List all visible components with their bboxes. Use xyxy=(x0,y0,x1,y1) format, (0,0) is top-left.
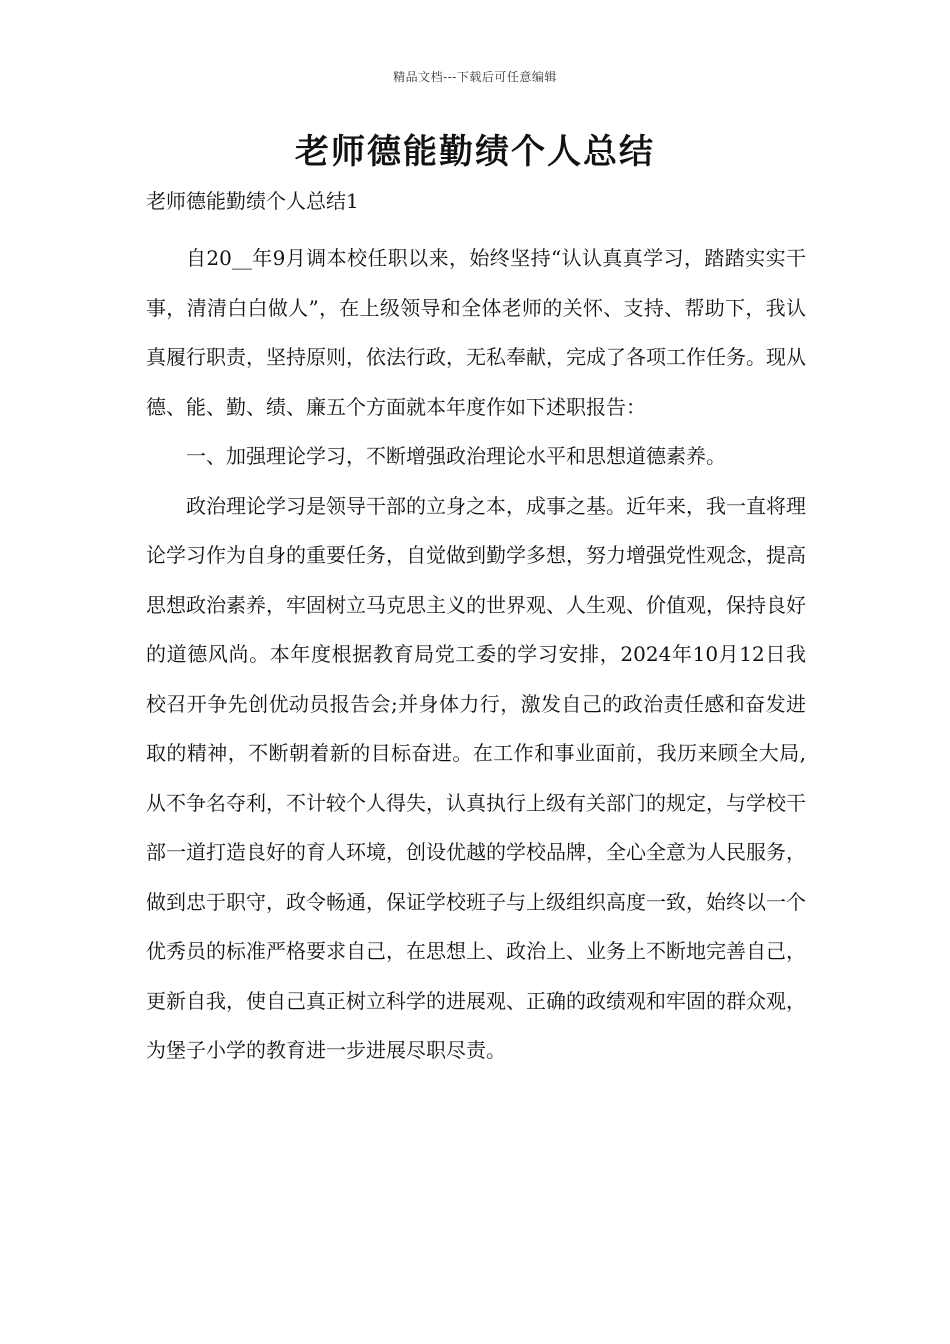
paragraph-heading-1: 一、加强理论学习，不断增强政治理论水平和思想道德素养。 xyxy=(186,444,726,468)
document-body xyxy=(146,234,806,1076)
header-note: 精品文档---下载后可任意编辑 xyxy=(393,70,557,84)
paragraph-intro: 自20__年9月调本校任职以来，始终坚持“认认真真学习，踏踏实实干事，清清白白做人”，在上级领导和全体老师的关怀、支持、帮助下，我认真履行职责，坚持原则，依法行政，无私奉献，完成了各项工作任务。现从德、能、勤、绩、廉五个方面就本年度作如下述职报告： xyxy=(146,246,806,419)
document-title: 老师德能勤绩个人总结 xyxy=(295,132,655,172)
section-title: 老师德能勤绩个人总结1 xyxy=(146,189,359,213)
paragraph-theory-study: 政治理论学习是领导干部的立身之本，成事之基。近年来，我一直将理论学习作为自身的重要任务，自觉做到勤学多想，努力增强党性观念，提高思想政治素养，牢固树立马克思主义的世界观、人生观、价值观，保持良好的道德风尚。本年度根据教育局党工委的学习安排，2024年10月12日我校召开争先创优动员报告会;并身体力行，激发自己的政治责任感和奋发进取的精神，不断朝着新的目标奋进。在工作和事业面前，我历来顾全大局,从不争名夺利，不计较个人得失，认真执行上级有关部门的规定，与学校干部一道打造良好的育人环境，创设优越的学校品牌，全心全意为人民服务，做到忠于职守，政令畅通，保证学校班子与上级组织高度一致，始终以一个优秀员的标准严格要求自己，在思想上、政治上、业务上不断地完善自己，更新自我，使自己真正树立科学的进展观、正确的政绩观和牢固的群众观，为堡子小学的教育进一步进展尽职尽责。 xyxy=(146,493,806,1062)
